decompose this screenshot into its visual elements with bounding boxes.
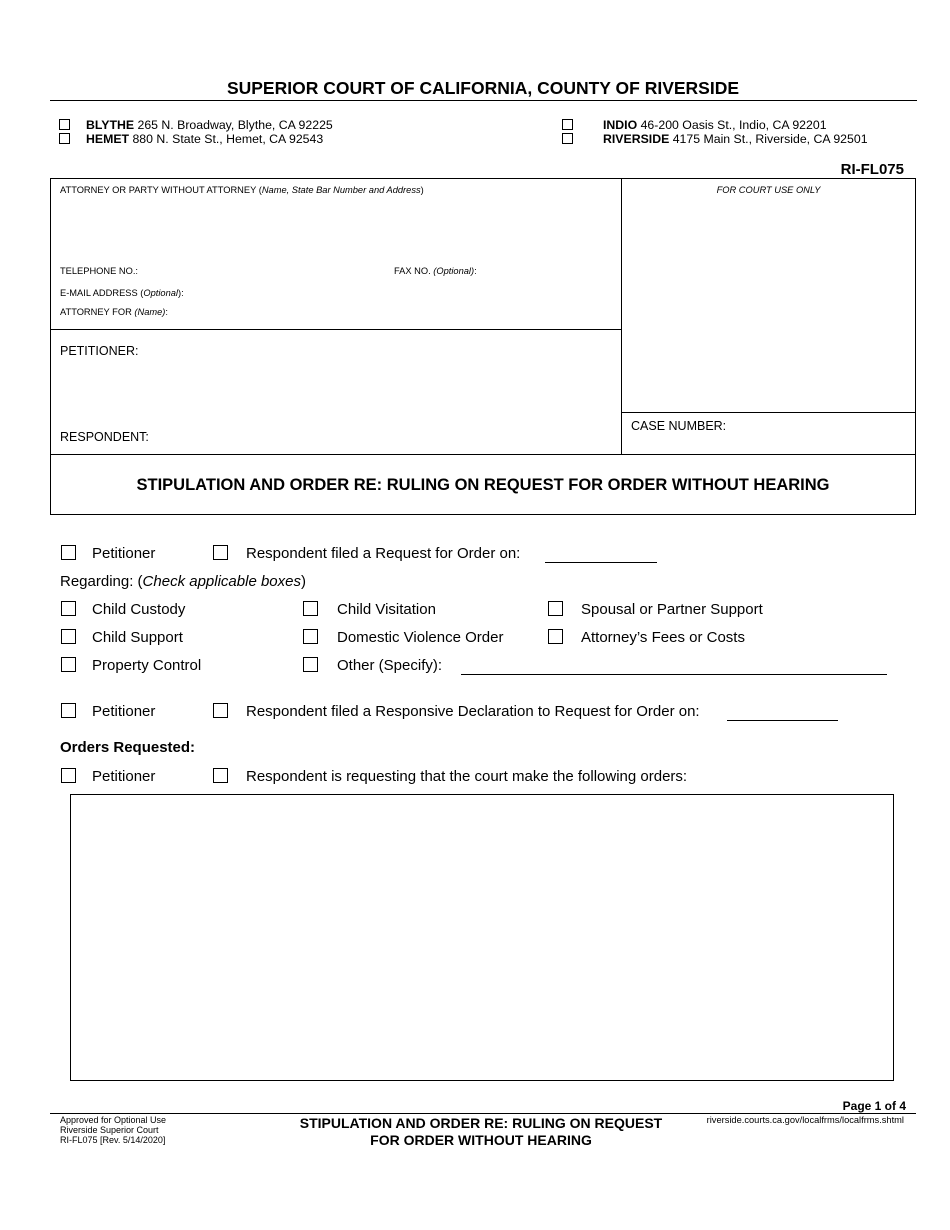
child-custody-label: Child Custody (92, 601, 186, 618)
footer-title-line1: STIPULATION AND ORDER RE: RULING ON REQUEST (299, 1115, 663, 1131)
child-visitation-checkbox[interactable] (303, 601, 318, 616)
s3-orders-text: Respondent is requesting that the court make the following orders: (246, 768, 688, 785)
s1-request-date-field[interactable] (545, 561, 657, 563)
regarding-label: Regarding: (Check applicable boxes) (60, 573, 306, 590)
other-label: Other (Specify): (337, 657, 443, 674)
child-custody-checkbox[interactable] (61, 601, 76, 616)
location-blythe: BLYTHE 265 N. Broadway, Blythe, CA 92225 (86, 118, 333, 132)
page-number: Page 1 of 4 (842, 1099, 906, 1113)
spousal-support-checkbox[interactable] (548, 601, 563, 616)
child-support-label: Child Support (92, 629, 183, 646)
s1-petitioner-label: Petitioner (92, 545, 156, 562)
attorney-for-label: ATTORNEY FOR (Name): (60, 307, 168, 317)
child-visitation-label: Child Visitation (337, 601, 436, 618)
s1-request-text: Respondent filed a Request for Order on: (246, 545, 521, 562)
court-use-divider (621, 178, 622, 455)
header-rule (50, 100, 917, 101)
s3-petitioner-checkbox[interactable] (61, 768, 76, 783)
property-control-label: Property Control (92, 657, 202, 674)
location-riverside: RIVERSIDE 4175 Main St., Riverside, CA 92501 (603, 132, 868, 146)
respondent-label: RESPONDENT: (60, 430, 149, 444)
hemet-checkbox[interactable] (59, 133, 70, 144)
footer-rev: RI-FL075 [Rev. 5/14/2020] (60, 1135, 166, 1145)
attorney-label: ATTORNEY OR PARTY WITHOUT ATTORNEY (Name, State Bar Number and Address) (60, 185, 424, 195)
dv-order-label: Domestic Violence Order (337, 629, 504, 646)
attorney-fees-checkbox[interactable] (548, 629, 563, 644)
child-support-checkbox[interactable] (61, 629, 76, 644)
s2-respondent-checkbox[interactable] (213, 703, 228, 718)
dv-order-checkbox[interactable] (303, 629, 318, 644)
footer-title-line2: FOR ORDER WITHOUT HEARING (370, 1132, 592, 1148)
orders-requested-heading: Orders Requested: (60, 739, 196, 756)
riverside-checkbox[interactable] (562, 133, 573, 144)
location-hemet: HEMET 880 N. State St., Hemet, CA 92543 (86, 132, 324, 146)
caption-title-divider (50, 454, 916, 455)
blythe-checkbox[interactable] (59, 119, 70, 130)
form-id: RI-FL075 (840, 161, 904, 178)
orders-text-area[interactable] (70, 794, 894, 1081)
attorney-fees-label: Attorney’s Fees or Costs (581, 629, 745, 646)
case-number-label: CASE NUMBER: (631, 419, 727, 433)
petitioner-label: PETITIONER: (60, 344, 139, 358)
footer-url[interactable]: riverside.courts.ca.gov/localfrms/localfrms.shtml (706, 1115, 904, 1125)
property-control-checkbox[interactable] (61, 657, 76, 672)
email-label: E-MAIL ADDRESS (Optional): (60, 288, 184, 298)
attorney-divider (50, 329, 621, 330)
telephone-label: TELEPHONE NO.: (60, 266, 139, 276)
caption-box (50, 178, 916, 515)
footer-rule (50, 1113, 916, 1114)
court-use-label: FOR COURT USE ONLY (716, 185, 821, 195)
other-specify-field[interactable] (461, 673, 887, 675)
s1-respondent-checkbox[interactable] (213, 545, 228, 560)
footer-approved: Approved for Optional Use (60, 1115, 167, 1125)
s3-respondent-checkbox[interactable] (213, 768, 228, 783)
other-checkbox[interactable] (303, 657, 318, 672)
case-number-divider (621, 412, 916, 413)
s2-petitioner-label: Petitioner (92, 703, 156, 720)
s1-petitioner-checkbox[interactable] (61, 545, 76, 560)
s2-responsive-date-field[interactable] (727, 719, 838, 721)
court-title: SUPERIOR COURT OF CALIFORNIA, COUNTY OF RIVERSIDE (226, 78, 740, 98)
s2-responsive-text: Respondent filed a Responsive Declaration to Request for Order on: (246, 703, 700, 720)
fax-label: FAX NO. (Optional): (394, 266, 477, 276)
form-title: STIPULATION AND ORDER RE: RULING ON REQUEST FOR ORDER WITHOUT HEARING (136, 476, 830, 494)
location-indio: INDIO 46-200 Oasis St., Indio, CA 92201 (603, 118, 827, 132)
s3-petitioner-label: Petitioner (92, 768, 156, 785)
footer-court: Riverside Superior Court (60, 1125, 159, 1135)
spousal-support-label: Spousal or Partner Support (581, 601, 763, 618)
indio-checkbox[interactable] (562, 119, 573, 130)
s2-petitioner-checkbox[interactable] (61, 703, 76, 718)
